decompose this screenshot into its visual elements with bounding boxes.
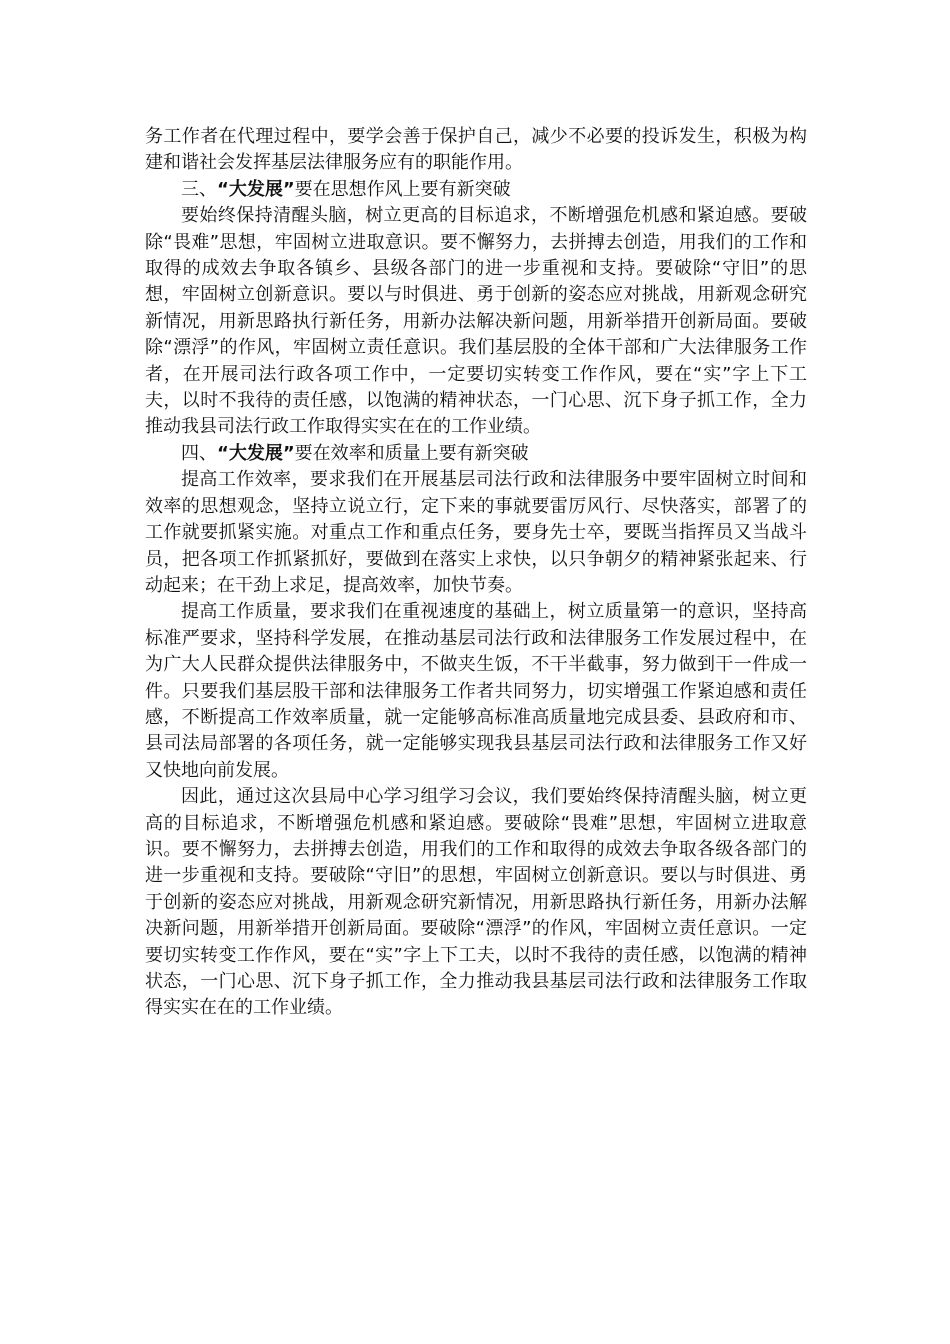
document-page (145, 124, 807, 1022)
paragraph-efficiency: 提高工作效率，要求我们在开展基层司法行政和法律服务中要牢固树立时间和效率的思想观念，坚持立说立行，定下来的事就要雷厉风行、尽快落实，部署了的工作就要抓紧实施。对重点工作和重点任务，要身先士卒，要既当指挥员又当战斗员，把各项工作抓紧抓好，要做到在落实上求快，以只争朝夕的精神紧张起来、行动起来；在干劲上求足，提高效率，加快节奏。 (145, 469, 807, 596)
heading-3-number: 三、 (181, 178, 217, 200)
heading-4-number: 四、 (181, 442, 217, 464)
section-heading-3 (145, 177, 807, 203)
heading-3-text: 要在思想作风上要有新突破 (294, 178, 511, 200)
paragraph-quality: 提高工作质量，要求我们在重视速度的基础上，树立质量第一的意识，坚持高标准严要求，坚持科学发展，在推动基层司法行政和法律服务工作发展过程中，在为广大人民群众提供法律服务中，不做夹生饭，不干半截事，努力做到干一件成一件。只要我们基层股干部和法律服务工作者共同努力，切实增强工作紧迫感和责任感，不断提高工作效率质量，就一定能够高标准高质量地完成县委、县政府和市、县司法局部署的各项任务，就一定能够实现我县基层司法行政和法律服务工作又好又快地向前发展。 (145, 601, 807, 781)
paragraph-conclusion: 因此，通过这次县局中心学习组学习会议，我们要始终保持清醒头脑，树立更高的目标追求，不断增强危机感和紧迫感。要破除“畏难”思想，牢固树立进取意识。要不懈努力，去拼搏去创造，用我们的工作和取得的成效去争取各级各部门的进一步重视和支持。要破除“守旧”的思想，牢固树立创新意识。要以与时俱进、勇于创新的姿态应对挑战，用新观念研究新情况，用新思路执行新任务，用新办法解决新问题，用新举措开创新局面。要破除“漂浮”的作风，牢固树立责任意识。一定要切实转变工作作风，要在“实”字上下工夫，以时不我待的责任感，以饱满的精神状态，一门心思、沉下身子抓工作，全力推动我县基层司法行政和法律服务工作取得实实在在的工作业绩。 (145, 786, 807, 1019)
heading-4-text: 要在效率和质量上要有新突破 (294, 442, 529, 464)
heading-3-emphasis: “大发展” (217, 178, 295, 200)
paragraph-section-3: 要始终保持清醒头脑，树立更高的目标追求，不断增强危机感和紧迫感。要破除“畏难”思想，牢固树立进取意识。要不懈努力，去拼搏去创造，用我们的工作和取得的成效去争取各镇乡、县级各部门的进一步重视和支持。要破除“守旧”的思想，牢固树立创新意识。要以与时俱进、勇于创新的姿态应对挑战，用新观念研究新情况，用新思路执行新任务，用新办法解决新问题，用新举措开创新局面。要破除“漂浮”的作风，牢固树立责任意识。我们基层股的全体干部和广大法律服务工作者，在开展司法行政各项工作中，一定要切实转变工作作风，要在“实”字上下工夫，以时不我待的责任感，以饱满的精神状态，一门心思、沉下身子抓工作，全力推动我县司法行政工作取得实实在在的工作业绩。 (145, 205, 807, 438)
paragraph-intro: 务工作者在代理过程中，要学会善于保护自己，减少不必要的投诉发生，积极为构建和谐社会发挥基层法律服务应有的职能作用。 (145, 126, 807, 174)
heading-4-emphasis: “大发展” (217, 442, 295, 464)
section-heading-4 (145, 441, 807, 467)
